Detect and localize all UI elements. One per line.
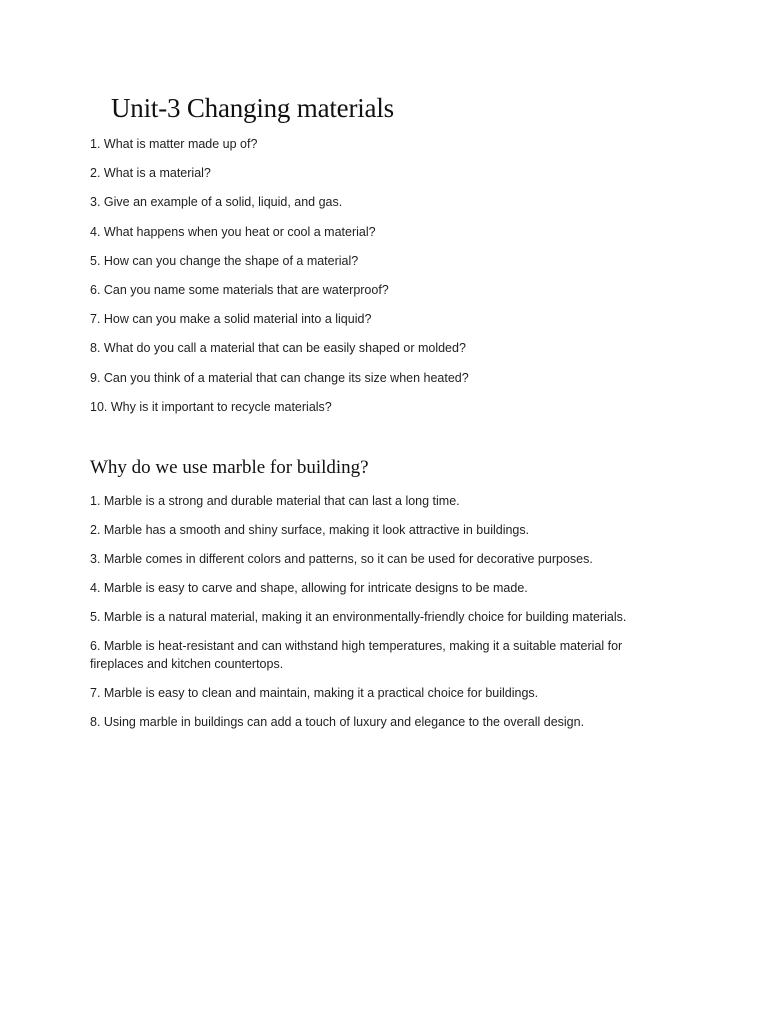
question-item: 7. How can you make a solid material into a liquid? [90,312,372,327]
question-item: 1. What is matter made up of? [90,137,258,151]
question-item: 3. Give an example of a solid, liquid, and gas. [90,195,343,210]
page-title: Unit-3 Changing materials [111,93,394,123]
question-item: 10. Why is it important to recycle materials? [90,399,332,414]
reason-item: 5. Marble is a natural material, making it an environmentally-friendly choice for building materials. [90,610,627,624]
reason-item: 1. Marble is a strong and durable material that can last a long time. [90,494,460,508]
question-item: 8. What do you call a material that can be easily shaped or molded? [90,341,466,356]
reason-item: 6. Marble is heat-resistant and can withstand high temperatures, making it a suitable material for fireplaces and kitchen countertops. [90,639,623,671]
reason-item: 7. Marble is easy to clean and maintain, making it a practical choice for buildings. [90,686,539,700]
question-item: 5. How can you change the shape of a material? [90,253,359,268]
questions-list [90,135,670,427]
question-item: 9. Can you think of a material that can change its size when heated? [90,370,469,385]
reason-item: 8. Using marble in buildings can add a touch of luxury and elegance to the overall design. [90,715,585,729]
question-item: 2. What is a material? [90,166,211,181]
question-item: 4. What happens when you heat or cool a material? [90,224,376,239]
section-heading: Why do we use marble for building? [90,457,369,478]
question-item: 6. Can you name some materials that are waterproof? [90,282,389,297]
reason-item: 2. Marble has a smooth and shiny surface, making it look attractive in buildings. [90,523,530,537]
reason-item: 3. Marble comes in different colors and patterns, so it can be used for decorative purposes. [90,552,593,566]
reasons-list [90,492,670,742]
reason-item: 4. Marble is easy to carve and shape, allowing for intricate designs to be made. [90,581,528,595]
